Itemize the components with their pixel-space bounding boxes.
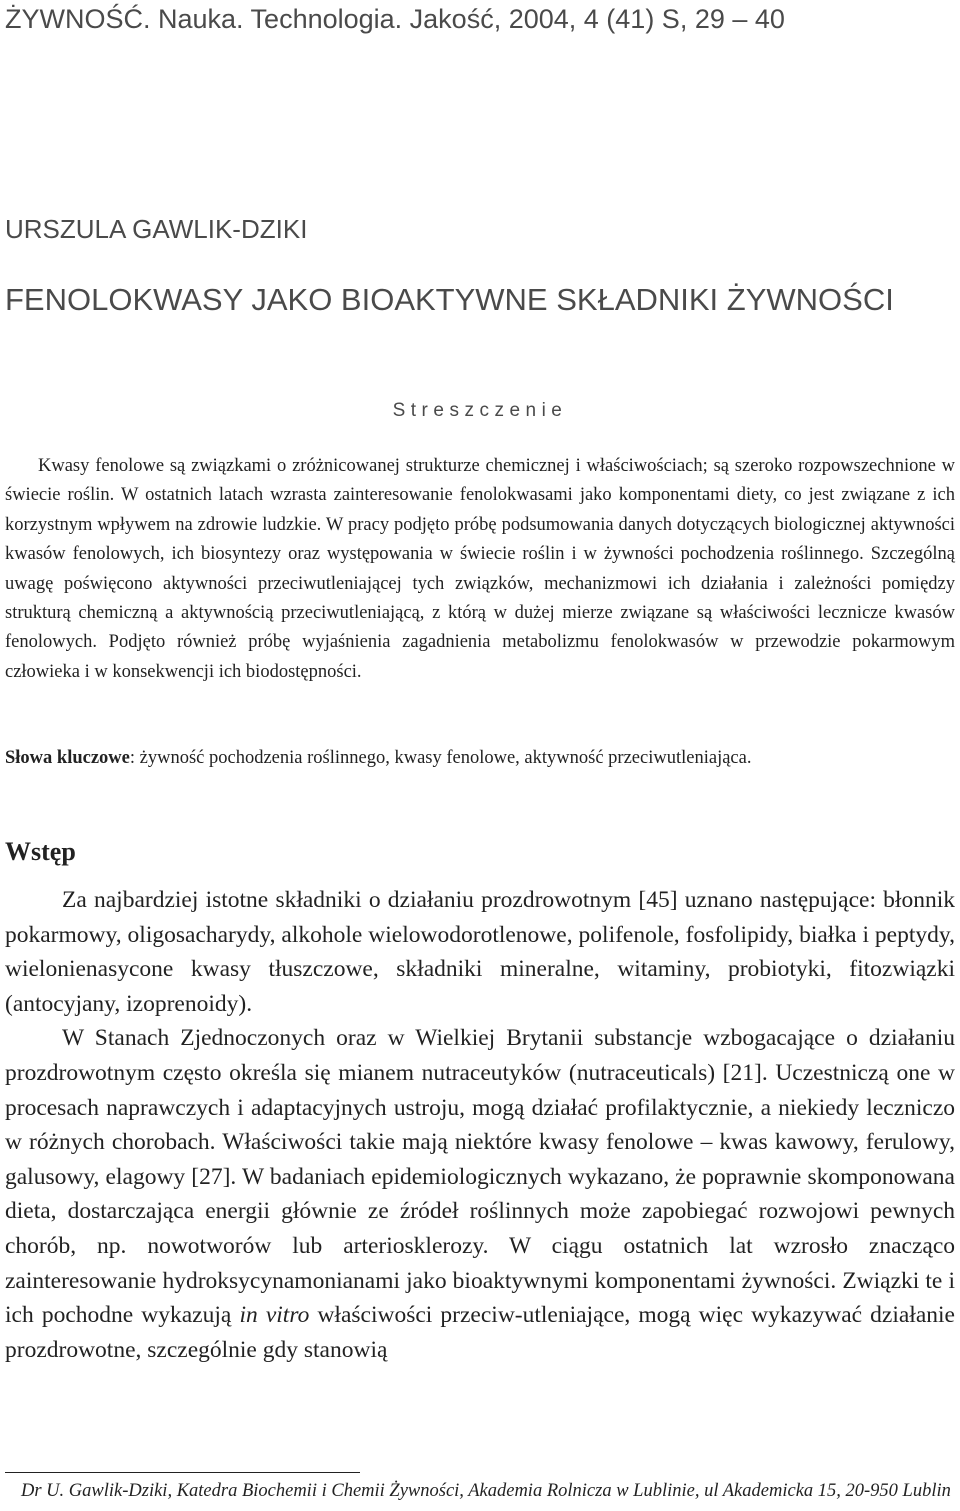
intro-section	[5, 883, 955, 1367]
abstract-text	[5, 452, 955, 687]
keywords-text: : żywność pochodzenia roślinnego, kwasy fenolowe, aktywność przeciwutleniająca.	[129, 748, 752, 768]
intro-paragraph-2	[5, 1021, 955, 1367]
article-title: FENOLOKWASY JAKO BIOAKTYWNE SKŁADNIKI ŻYWNOŚCI	[5, 282, 894, 317]
abstract-body: Kwasy fenolowe są związkami o zróżnicowanej strukturze chemicznej i właściwościach; są szeroko rozpowszechnione w świecie roślin. W ostatnich latach wzrasta zainteresowanie fenolokwasami jako komponentami diety, co jest związane z ich korzystnym wpływem na zdrowie ludzkie. W pracy podjęto próbę podsumowania danych dotyczących biologicznej aktywności kwasów fenolowych, ich biosyntezy oraz występowania w świecie roślin i w żywności pochodzenia roślinnego. Szczególną uwagę poświęcono aktywności przeciwutleniającej tych związków, mechanizmowi ich działania i zależności pomiędzy strukturą chemiczną a aktywnością przeciwutleniającą, z którą w dużej mierze związane są właściwości lecznicze kwasów fenolowych. Podjęto również próbę wyjaśnienia zagadnienia metabolizmu fenolokwasów w przewodzie pokarmowym człowieka i w konsekwencji ich biodostępności.	[5, 456, 955, 682]
journal-header: ŻYWNOŚĆ. Nauka. Technologia. Jakość, 2004, 4 (41) S, 29 – 40	[5, 4, 785, 34]
intro-paragraph-2-end: właściwości przeciw-utleniające, mogą więc wykazywać działanie prozdrowotne, szczególnie gdy stanowią	[5, 1302, 955, 1363]
keywords	[5, 744, 955, 772]
author-affiliation-footnote: Dr U. Gawlik-Dziki, Katedra Biochemii i Chemii Żywności, Akademia Rolnicza w Lublinie, ul Akademicka 15, 20-950 Lublin	[21, 1481, 951, 1501]
intro-paragraph-1: Za najbardziej istotne składniki o działaniu prozdrowotnym [45] uznano następujące: błonnik pokarmowy, oligosacharydy, alkohole wielowodorotlenowe, polifenole, fosfolipidy, białka i peptydy, wielonienasycone kwasy tłuszczowe, składniki mineralne, witaminy, probiotyki, fitozwiązki (antocyjany, izoprenoidy).	[5, 887, 955, 1017]
section-heading-intro: Wstęp	[5, 837, 76, 866]
abstract-heading: Streszczenie	[392, 400, 568, 421]
footnote-divider	[5, 1472, 360, 1473]
intro-paragraph-2-italic: in vitro	[239, 1302, 310, 1329]
keywords-label: Słowa kluczowe	[5, 748, 130, 768]
author-name: URSZULA GAWLIK-DZIKI	[5, 214, 308, 244]
intro-paragraph-2-text: W Stanach Zjednoczonych oraz w Wielkiej Brytanii substancje wzbogacające o działaniu prozdrowotnym często określa się mianem nutraceutyków (nutraceuticals) [21]. Uczestniczą one w procesach naprawczych i adaptacyjnych ustroju, mogą działać profilaktycznie, a niekiedy leczniczo w różnych chorobach. Właściwości takie mają niektóre kwasy fenolowe – kwas kawowy, ferulowy, galusowy, elagowy [27]. W badaniach epidemiologicznych wykazano, że poprawnie skomponowana dieta, dostarczająca energii głównie ze źródeł roślinnych może zapobiegać rozwojowi pewnych chorób, np. nowotworów lub arteriosklerozy. W ciągu ostatnich lat wzrosło znacząco zainteresowanie hydroksycynamonianami jako bioaktywnymi komponentami żywności. Związki te i ich pochodne wykazują	[5, 1025, 955, 1329]
